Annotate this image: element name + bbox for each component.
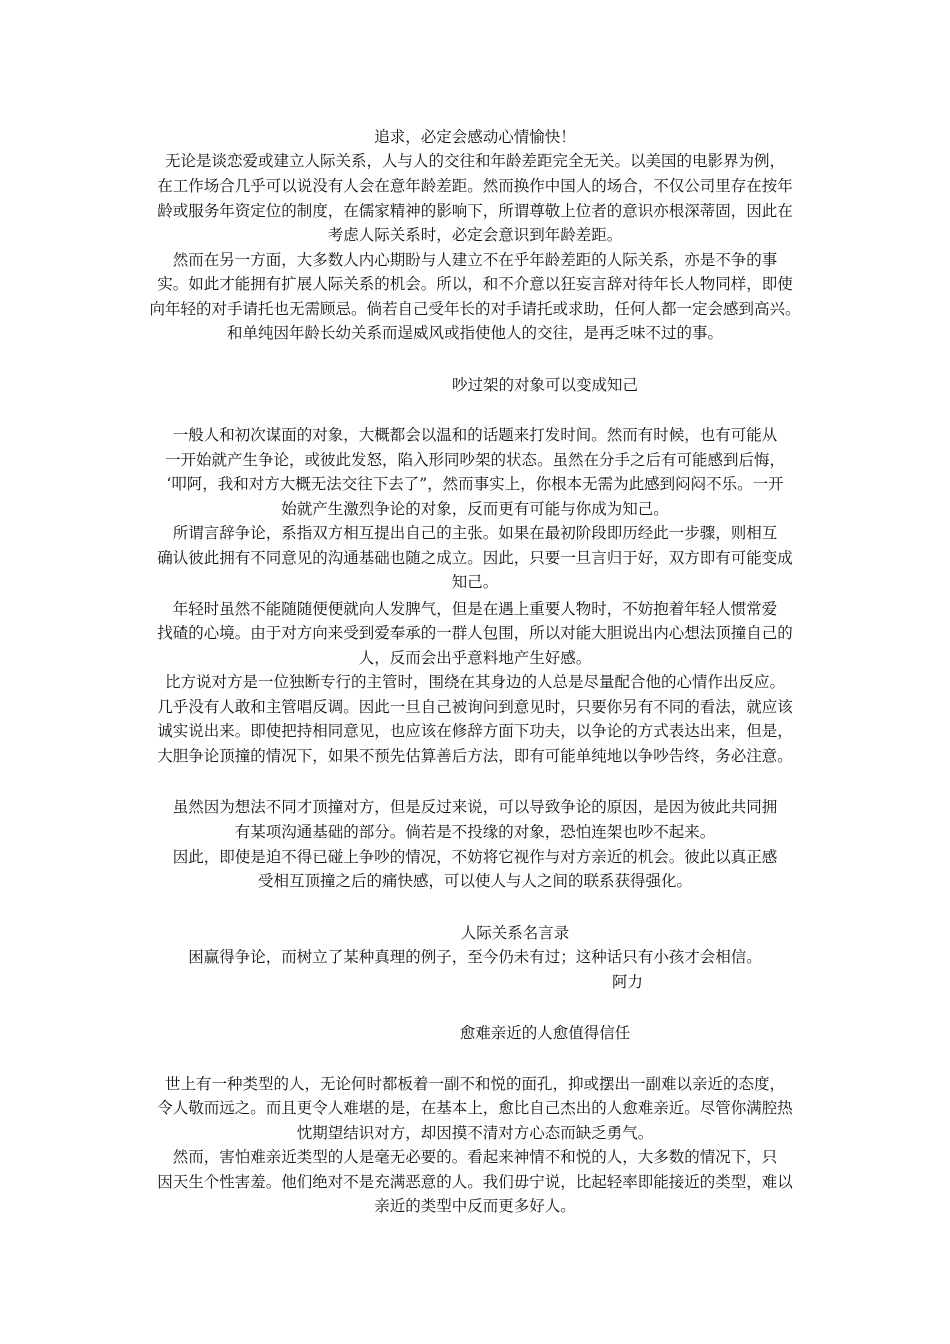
text-line: 虽然因为想法不同才顶撞对方，但是反过来说，可以导致争论的原因，是因为彼此共同拥 (172, 798, 778, 816)
text-line: 几乎没有人敢和主管唱反调。因此一旦自己被询问到意见时，只要你另有不同的看法，就应该 (157, 698, 793, 716)
text-line: 大胆争论顶撞的情况下，如果不预先估算善后方法，即有可能单纯地以争吵告终，务必注意。 (157, 747, 793, 765)
text-line: 找碴的心境。由于对方向来受到爱奉承的一群人包围，所以对能大胆说出内心想法顶撞自己的 (157, 624, 793, 642)
text-line: 年轻时虽然不能随随便便就向人发脾气，但是在遇上重要人物时，不妨抱着年轻人惯常爱 (172, 600, 778, 618)
text-line: 实。如此才能拥有扩展人际关系的机会。所以，和不介意以狂妄言辞对待年长人物同样，即使 (157, 275, 793, 293)
text-line: 有某项沟通基础的部分。倘若是不投缘的对象，恐怕连架也吵不起来。 (234, 823, 716, 841)
text-line: 始就产生激烈争论的对象，反而更有可能与你成为知己。 (281, 500, 669, 518)
text-line: 亲近的类型中反而更多好人。 (374, 1197, 576, 1215)
text-line: 人，反而会出乎意料地产生好感。 (358, 649, 592, 667)
text-line: 然而在另一方面，大多数人内心期盼与人建立不在乎年龄差距的人际关系，亦是不争的事 (172, 251, 778, 269)
text-line: ‘叩阿，我和对方大概无法交往下去了”，然而事实上，你根本无需为此感到闷闷不乐。一开 (166, 475, 784, 493)
text-line: 确认彼此拥有不同意见的沟通基础也随之成立。因此，只要一旦言归于好，双方即有可能变成 (157, 549, 793, 567)
text-line: 忱期望结识对方，却因摸不清对方心态而缺乏勇气。 (296, 1124, 654, 1142)
text-line: 无论是谈恋爱或建立人际关系，人与人的交往和年龄差距完全无关。以美国的电影界为例， (164, 152, 785, 170)
text-line: 所谓言辞争论，系指双方相互提出自己的主张。如果在最初阶段即历经此一步骤，则相互 (172, 524, 778, 542)
text-line: 世上有一种类型的人，无论何时都板着一副不和悦的面孔，抑或摆出一副难以亲近的态度， (164, 1075, 785, 1093)
text-line: 受相互顶撞之后的痛快感，可以使人与人之间的联系获得强化。 (257, 872, 692, 890)
text-line: 和单纯因年龄长幼关系而逞威风或指使他人的交往，是再乏味不过的事。 (226, 324, 723, 342)
quote-author: 阿力 (612, 973, 644, 991)
text-line: 比方说对方是一位独断专行的主管时，围绕在其身边的人总是尽量配合他的心情作出反应。 (164, 673, 785, 691)
text-line: 一般人和初次谋面的对象，大概都会以温和的话题来打发时间。然而有时候，也有可能从 (172, 426, 778, 444)
text-line: 因天生个性害羞。他们绝对不是充满恶意的人。我们毋宁说，比起轻率即能接近的类型，难以 (157, 1173, 793, 1191)
text-line: 知己。 (451, 573, 499, 591)
text-line: 令人敬而远之。而且更令人难堪的是，在基本上，愈比自己杰出的人愈难亲近。尽管你满腔热 (157, 1099, 793, 1117)
text-line: 在工作场合几乎可以说没有人会在意年龄差距。然而换作中国人的场合，不仅公司里存在按年 (157, 177, 793, 195)
quote-line: 困赢得争论，而树立了某种真理的例子，至今仍未有过；这种话只有小孩才会相信。 (188, 948, 762, 966)
section-heading: 愈难亲近的人愈值得信任 (459, 1024, 631, 1042)
section-heading: 吵过架的对象可以变成知己 (451, 376, 638, 394)
text-line: 追求，必定会感动心情愉快！ (374, 128, 576, 146)
text-line: 一开始就产生争论，或彼此发怒，陷入形同吵架的状态。虽然在分手之后有可能感到后悔， (164, 451, 785, 469)
text-line: 诚实说出来。即使把持相同意见，也应该在修辞方面下功夫，以争论的方式表达出来，但是， (157, 722, 793, 740)
text-line: 考虑人际关系时，必定会意识到年龄差距。 (327, 226, 623, 244)
text-line: 向年轻的对手请托也无需顾忌。倘若自己受年长的对手请托或求助，任何人都一定会感到高兴。 (149, 300, 801, 318)
text-line: 然而，害怕难亲近类型的人是毫无必要的。看起来神情不和悦的人，大多数的情况下，只 (172, 1148, 778, 1166)
section-heading: 人际关系名言录 (460, 924, 570, 942)
text-line: 龄或服务年资定位的制度，在儒家精神的影响下，所谓尊敬上位者的意识亦根深蒂固，因此在 (157, 202, 793, 220)
text-line: 因此，即使是迫不得已碰上争吵的情况，不妨将它视作与对方亲近的机会。彼此以真正感 (172, 848, 778, 866)
